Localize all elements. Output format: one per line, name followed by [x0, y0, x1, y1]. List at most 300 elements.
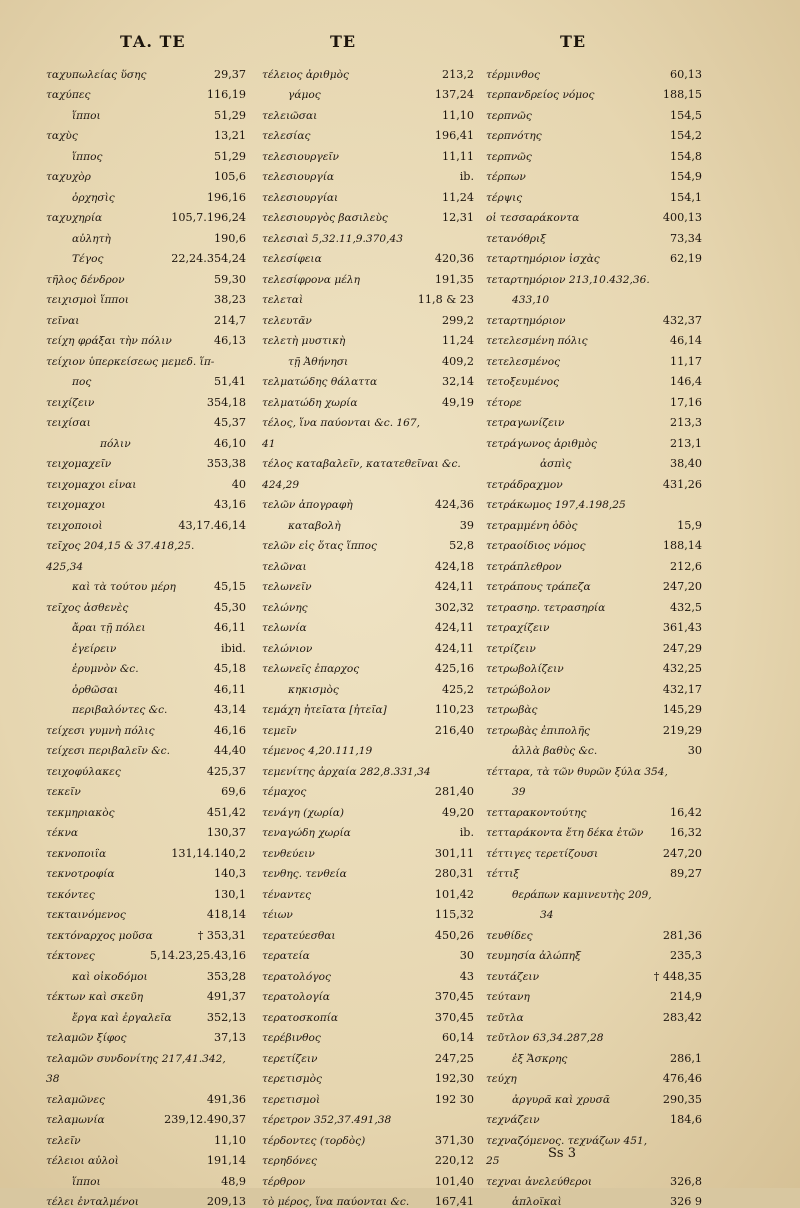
index-entry [262, 1106, 474, 1127]
index-entry [486, 347, 702, 368]
index-entry [46, 409, 246, 430]
entry-reference: 43,14 [214, 703, 246, 716]
entry-term: τελαμῶν ξίφος [46, 1032, 210, 1044]
entry-term: τέλος καταβαλεῖν, κατατεθεῖναι &c. [262, 458, 470, 470]
entry-reference: 146,4 [670, 375, 702, 388]
entry-term: 41 [262, 438, 470, 450]
index-entry [46, 327, 246, 348]
index-entry [262, 347, 474, 368]
index-entry [46, 511, 246, 532]
entry-term: τελεσίας [262, 130, 431, 142]
entry-term: τετράδραχμον [486, 479, 659, 491]
index-entry [486, 860, 702, 881]
entry-term: τέρψις [486, 192, 666, 204]
entry-term: τετράκωμος 197,4.198,25 [486, 499, 698, 511]
index-entry [486, 1126, 702, 1147]
index-entry [262, 696, 474, 717]
entry-reference: 17,16 [670, 396, 702, 409]
index-entry [486, 593, 702, 614]
index-entry [46, 142, 246, 163]
index-entry [46, 224, 246, 245]
entry-reference: 299,2 [442, 314, 474, 327]
index-entry [46, 81, 246, 102]
entry-term: ἁπλοϊκαὶ [486, 1196, 666, 1208]
index-entry [46, 1188, 246, 1208]
index-entry [46, 573, 246, 594]
entry-term: τεκνοτροφία [46, 868, 210, 880]
entry-reference: 167,41 [435, 1195, 474, 1208]
index-entry [486, 1065, 702, 1086]
entry-term: τεύτανη [486, 991, 666, 1003]
index-entry [46, 757, 246, 778]
entry-reference: 11,8 & 23 [418, 293, 474, 306]
entry-reference: 101,40 [435, 1175, 474, 1188]
entry-term: τείχη φράξαι τὴν πόλιν [46, 335, 210, 347]
entry-term: 25 [486, 1155, 698, 1167]
index-entry [262, 614, 474, 635]
entry-term: τελεῖν [46, 1135, 210, 1147]
entry-term: τετράγωνος ἀριθμὸς [486, 438, 666, 450]
index-entry [46, 901, 246, 922]
index-entry [486, 778, 702, 799]
index-entry [46, 778, 246, 799]
entry-reference: 40 [232, 478, 246, 491]
entry-term: τετρασηρ. τετρασηρία [486, 602, 666, 614]
index-entry [486, 511, 702, 532]
entry-term: τετελεσμένη πόλις [486, 335, 666, 347]
entry-term: τέλος, ἵνα παύονται &c. 167, [262, 417, 470, 429]
index-entry [486, 716, 702, 737]
index-entry [486, 983, 702, 1004]
entry-term: τέρπων [486, 171, 666, 183]
index-entry [262, 306, 474, 327]
entry-term: 38 [46, 1073, 242, 1085]
entry-reference: 424,36 [435, 498, 474, 511]
index-entry [486, 204, 702, 225]
entry-reference: 491,36 [207, 1093, 246, 1106]
index-column-middle [262, 60, 474, 1208]
index-entry [46, 347, 246, 368]
entry-term: τελματώδη χωρία [262, 397, 438, 409]
index-entry [486, 552, 702, 573]
index-entry [486, 1003, 702, 1024]
entry-reference: 13,21 [214, 129, 246, 142]
entry-term: τεῖναι [46, 315, 210, 327]
entry-term: 424,29 [262, 479, 470, 491]
index-entry [46, 1044, 246, 1065]
index-entry [262, 1065, 474, 1086]
index-entry [486, 675, 702, 696]
entry-term: τειχίζειν [46, 397, 203, 409]
index-entry [262, 122, 474, 143]
entry-term: τεναγώδη χωρία [262, 827, 456, 839]
entry-term: τέτορε [486, 397, 666, 409]
index-entry [262, 1044, 474, 1065]
entry-term: τεμάχη ἠτεῖατα [ἠτεῖα] [262, 704, 431, 716]
entry-term: τέττιγες τερετίζουσι [486, 848, 659, 860]
entry-term: τεταρτημόριον [486, 315, 659, 327]
entry-term: τετταράκοντα ἔτη δέκα ἐτῶν [486, 827, 666, 839]
entry-reference: 283,42 [663, 1011, 702, 1024]
entry-reference: 37,13 [214, 1031, 246, 1044]
entry-reference: † 353,31 [198, 929, 246, 942]
entry-term: τευθίδες [486, 930, 659, 942]
index-entry [46, 696, 246, 717]
index-entry [262, 388, 474, 409]
entry-term: τεκτόναρχος μοῦσα [46, 930, 194, 942]
entry-reference: 247,20 [663, 580, 702, 593]
entry-term: τέμαχος [262, 786, 431, 798]
entry-reference: 235,3 [670, 949, 702, 962]
entry-term: θεράπων καμινευτὴς 209, [486, 889, 698, 901]
entry-reference: 51,29 [214, 109, 246, 122]
index-entry [486, 1167, 702, 1188]
entry-reference: 196,16 [207, 191, 246, 204]
entry-term: τέρθρον [262, 1176, 431, 1188]
index-entry [486, 122, 702, 143]
entry-term: τεχναι ἀνελεύθεροι [486, 1176, 666, 1188]
entry-reference: 116,19 [207, 88, 246, 101]
entry-reference: 431,26 [663, 478, 702, 491]
index-entry [486, 696, 702, 717]
entry-term: τελεσιουργὸς βασιλεὺς [262, 212, 438, 224]
index-entry [262, 819, 474, 840]
index-entry [486, 1024, 702, 1045]
entry-reference: 424,11 [435, 580, 474, 593]
entry-term: τεχναζόμενος. τεχνάζων 451, [486, 1135, 698, 1147]
entry-term: τεκταινόμενος [46, 909, 203, 921]
index-entry [46, 962, 246, 983]
entry-reference: 130,37 [207, 826, 246, 839]
entry-reference: 11,10 [442, 109, 474, 122]
entry-reference: 69,6 [221, 785, 246, 798]
entry-reference: 214,7 [214, 314, 246, 327]
entry-reference: 450,26 [435, 929, 474, 942]
entry-term: ἵππος [46, 151, 210, 163]
index-entry [486, 1147, 702, 1168]
entry-term: τελεσίφεια [262, 253, 431, 265]
index-entry [46, 1167, 246, 1188]
entry-term: τελῶν εἰς ὅτας ἵππος [262, 540, 445, 552]
entry-term: τείχεσι γυμνὴ πόλις [46, 725, 210, 737]
index-entry [262, 450, 474, 471]
index-entry [486, 470, 702, 491]
entry-reference: 46,11 [214, 683, 246, 696]
entry-term: τῇ Ἀθήνησι [262, 356, 438, 368]
entry-term: τέρδοντες (τορδὸς) [262, 1135, 431, 1147]
index-entry [262, 778, 474, 799]
entry-term: τεῖχος ἀσθενὲς [46, 602, 210, 614]
index-entry [486, 183, 702, 204]
entry-term: τῆλος δένδρον [46, 274, 210, 286]
index-entry [486, 901, 702, 922]
entry-term: τερετίζειν [262, 1053, 431, 1065]
entry-term: τείχεσι περιβαλεῖν &c. [46, 745, 210, 757]
entry-reference: 154,5 [670, 109, 702, 122]
index-entry [262, 901, 474, 922]
entry-reference: 432,37 [663, 314, 702, 327]
index-entry [46, 552, 246, 573]
entry-reference: 45,15 [214, 580, 246, 593]
entry-reference: 213,3 [670, 416, 702, 429]
entry-reference: 22,24.354,24 [171, 252, 246, 265]
entry-reference: 52,8 [449, 539, 474, 552]
entry-reference: 188,14 [663, 539, 702, 552]
entry-term: τελευτᾶν [262, 315, 438, 327]
index-entry [262, 368, 474, 389]
entry-reference: 432,25 [663, 662, 702, 675]
entry-term: πόλιν [46, 438, 210, 450]
entry-term: τέλειοι αὐλοὶ [46, 1155, 203, 1167]
entry-term: τειχομαχοι [46, 499, 210, 511]
entry-term: ὀρθῶσαι [46, 684, 210, 696]
index-entry [486, 81, 702, 102]
index-entry [46, 491, 246, 512]
entry-term: ταχύπες [46, 89, 203, 101]
entry-reference: 38,23 [214, 293, 246, 306]
index-entry [262, 1188, 474, 1208]
index-column-left [46, 60, 246, 1208]
index-entry [46, 593, 246, 614]
entry-term: τερηδόνες [262, 1155, 431, 1167]
index-entry [486, 327, 702, 348]
entry-term: τετράπους τράπεζα [486, 581, 659, 593]
index-entry [262, 245, 474, 266]
index-entry [46, 1024, 246, 1045]
entry-term: τειχισμοὶ ἵπποι [46, 294, 210, 306]
index-entry [486, 1106, 702, 1127]
index-entry [46, 716, 246, 737]
index-entry [46, 655, 246, 676]
entry-reference: 115,32 [435, 908, 474, 921]
index-entry [262, 1085, 474, 1106]
entry-reference: 11,24 [442, 334, 474, 347]
entry-reference: 140,3 [214, 867, 246, 880]
signature-mark: Ss 3 [548, 1146, 576, 1161]
index-entry [262, 860, 474, 881]
index-entry [262, 1003, 474, 1024]
index-entry [262, 552, 474, 573]
entry-reference: 290,35 [663, 1093, 702, 1106]
entry-term: τελώνης [262, 602, 431, 614]
entry-term: τετρωβὰς ἐπιπολῆς [486, 725, 659, 737]
entry-term: τεκμηριακὸς [46, 807, 203, 819]
entry-reference: 247,20 [663, 847, 702, 860]
entry-term: τευμησία ἀλώπηξ [486, 950, 666, 962]
entry-reference: 49,20 [442, 806, 474, 819]
entry-reference: 154,9 [670, 170, 702, 183]
entry-reference: 424,11 [435, 642, 474, 655]
entry-term: τειχοφύλακες [46, 766, 203, 778]
entry-reference: 11,10 [214, 1134, 246, 1147]
entry-reference: ib. [460, 826, 474, 839]
entry-term: ἵπποι [46, 1176, 217, 1188]
index-entry [262, 573, 474, 594]
entry-reference: 5,14.23,25.43,16 [150, 949, 246, 962]
entry-term: τερατολόγος [262, 971, 456, 983]
entry-reference: 326,8 [670, 1175, 702, 1188]
entry-reference: 46,14 [670, 334, 702, 347]
entry-reference: 11,24 [442, 191, 474, 204]
entry-reference: 370,45 [435, 1011, 474, 1024]
entry-reference: 101,42 [435, 888, 474, 901]
entry-term: τετελεσμένος [486, 356, 666, 368]
index-entry [46, 880, 246, 901]
entry-term: τεμενίτης ἀρχαία 282,8.331,34 [262, 766, 470, 778]
index-entry [262, 1147, 474, 1168]
entry-term: τετραμμένη ὁδὸς [486, 520, 673, 532]
index-entry [46, 163, 246, 184]
index-entry [486, 306, 702, 327]
entry-term: ταχυχηρία [46, 212, 167, 224]
index-entry [262, 757, 474, 778]
entry-reference: 491,37 [207, 990, 246, 1003]
entry-term: τεκνοποιΐα [46, 848, 167, 860]
entry-term: τετρώβολον [486, 684, 659, 696]
entry-term: τερπνῶς [486, 110, 666, 122]
index-entry [262, 204, 474, 225]
entry-reference: ibid. [221, 642, 246, 655]
entry-term: Τέγος [46, 253, 167, 265]
entry-reference: 16,42 [670, 806, 702, 819]
entry-reference: 209,13 [207, 1195, 246, 1208]
entry-reference: 188,15 [663, 88, 702, 101]
index-entry [262, 1024, 474, 1045]
entry-term: τελεσιαὶ 5,32.11,9.370,43 [262, 233, 470, 245]
entry-reference: 45,37 [214, 416, 246, 429]
index-entry [486, 142, 702, 163]
index-entry [46, 450, 246, 471]
entry-term: τεῖχος 204,15 & 37.418,25. [46, 540, 242, 552]
index-entry [486, 921, 702, 942]
index-entry [486, 1085, 702, 1106]
entry-term: τετράπλεθρον [486, 561, 666, 573]
index-entry [486, 265, 702, 286]
entry-term: ἀλλὰ βαθὺς &c. [486, 745, 684, 757]
entry-reference: 354,18 [207, 396, 246, 409]
entry-term: τελαμῶνες [46, 1094, 203, 1106]
index-entry [46, 265, 246, 286]
index-entry [46, 1147, 246, 1168]
entry-term: περιβαλόντες &c. [46, 704, 210, 716]
index-entry [486, 286, 702, 307]
entry-reference: 44,40 [214, 744, 246, 757]
entry-term: 433,10 [486, 294, 698, 306]
entry-reference: 214,9 [670, 990, 702, 1003]
entry-term: τετταρακοντούτης [486, 807, 666, 819]
entry-term: τέρμινθος [486, 69, 666, 81]
entry-term: τετρίζειν [486, 643, 659, 655]
entry-term: τέιων [262, 909, 431, 921]
entry-term: τεκεῖν [46, 786, 217, 798]
entry-term: καταβολὴ [262, 520, 456, 532]
entry-term: τεταρτημόριον ἰσχὰς [486, 253, 666, 265]
index-entry [46, 388, 246, 409]
entry-reference: 432,5 [670, 601, 702, 614]
index-entry [46, 983, 246, 1004]
entry-term: τέλει ἐνταλμένοι [46, 1196, 203, 1208]
index-entry [486, 757, 702, 778]
index-entry [486, 532, 702, 553]
entry-term: τελεσιουργία [262, 171, 456, 183]
index-entry [46, 470, 246, 491]
entry-term: τεῦτλον 63,34.287,28 [486, 1032, 698, 1044]
entry-term: τὸ μέρος, ἵνα παύονται &c. [262, 1196, 431, 1208]
entry-term: τενθεύειν [262, 848, 431, 860]
index-entry [46, 286, 246, 307]
entry-reference: 425,2 [442, 683, 474, 696]
index-entry [262, 60, 474, 81]
index-entry [262, 265, 474, 286]
entry-term: τερετισμοὶ [262, 1094, 431, 1106]
index-entry [486, 655, 702, 676]
entry-term: πος [46, 376, 210, 388]
index-entry [486, 942, 702, 963]
entry-term: τελωνεῖν [262, 581, 431, 593]
entry-term: τειχοποιοὶ [46, 520, 174, 532]
entry-reference: 196,41 [435, 129, 474, 142]
entry-term: τελεσιουργεῖν [262, 151, 438, 163]
entry-reference: 192,30 [435, 1072, 474, 1085]
entry-term: τελεσίφρονα μέλη [262, 274, 431, 286]
entry-reference: 192 30 [435, 1093, 474, 1106]
entry-term: ταχυπωλείας ὕσης [46, 69, 210, 81]
entry-term: ἔργα καὶ ἐργαλεῖα [46, 1012, 203, 1024]
entry-reference: 425,37 [207, 765, 246, 778]
entry-term: γάμος [262, 89, 431, 101]
entry-term: τέρετρον 352,37.491,38 [262, 1114, 470, 1126]
entry-reference: 105,6 [214, 170, 246, 183]
entry-reference: 247,25 [435, 1052, 474, 1065]
entry-reference: 38,40 [670, 457, 702, 470]
entry-term: τεκόντες [46, 889, 210, 901]
index-entry [46, 1003, 246, 1024]
entry-reference: 220,12 [435, 1154, 474, 1167]
index-entry [486, 737, 702, 758]
index-entry [46, 860, 246, 881]
entry-term: τερατολογία [262, 991, 431, 1003]
index-entry [46, 204, 246, 225]
entry-term: τερπνῶς [486, 151, 666, 163]
index-entry [486, 1188, 702, 1208]
entry-term: οἱ τεσσαράκοντα [486, 212, 659, 224]
index-entry [46, 60, 246, 81]
index-entry [262, 880, 474, 901]
entry-reference: 418,14 [207, 908, 246, 921]
index-entry [486, 798, 702, 819]
index-entry [486, 614, 702, 635]
entry-reference: 32,14 [442, 375, 474, 388]
entry-term: τελετὴ μυστικὴ [262, 335, 438, 347]
index-entry [262, 286, 474, 307]
entry-term: 39 [486, 786, 698, 798]
index-entry [46, 101, 246, 122]
entry-reference: 46,16 [214, 724, 246, 737]
index-entry [486, 409, 702, 430]
entry-reference: 105,7.196,24 [171, 211, 246, 224]
entry-term: τεμεῖν [262, 725, 431, 737]
index-entry [486, 839, 702, 860]
index-entry [46, 122, 246, 143]
entry-reference: 190,6 [214, 232, 246, 245]
entry-term: τετοξευμένος [486, 376, 666, 388]
entry-reference: ib. [460, 170, 474, 183]
index-entry [46, 532, 246, 553]
entry-term: τέτταρα, τὰ τῶν θυρῶν ξύλα 354, [486, 766, 698, 778]
entry-term: τελῶν ἀπογραφὴ [262, 499, 431, 511]
index-entry [46, 1065, 246, 1086]
entry-term: τεύχη [486, 1073, 659, 1085]
